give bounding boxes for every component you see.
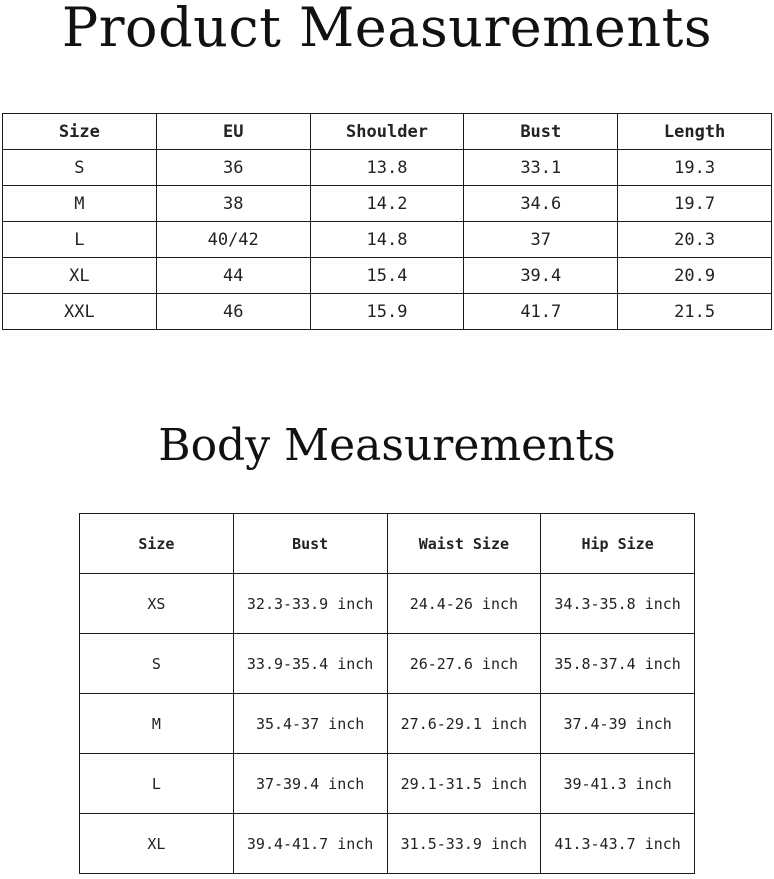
cell-waist-size: 31.5-33.9 inch	[387, 814, 541, 874]
table-header-row	[80, 514, 695, 574]
cell-size: M	[3, 186, 157, 222]
cell-hip-size: 39-41.3 inch	[541, 754, 695, 814]
cell-shoulder: 13.8	[310, 150, 464, 186]
cell-length: 20.9	[618, 258, 772, 294]
cell-hip-size: 34.3-35.8 inch	[541, 574, 695, 634]
cell-shoulder: 15.9	[310, 294, 464, 330]
table-row	[80, 814, 695, 874]
header-bust: Bust	[233, 514, 387, 574]
table-row	[80, 574, 695, 634]
cell-length: 19.7	[618, 186, 772, 222]
cell-length: 20.3	[618, 222, 772, 258]
cell-shoulder: 14.8	[310, 222, 464, 258]
header-size: Size	[80, 514, 234, 574]
table-row	[80, 694, 695, 754]
cell-length: 21.5	[618, 294, 772, 330]
cell-bust: 34.6	[464, 186, 618, 222]
header-eu: EU	[156, 114, 310, 150]
cell-waist-size: 24.4-26 inch	[387, 574, 541, 634]
cell-bust: 33.1	[464, 150, 618, 186]
product-measurements-title: Product Measurements	[61, 0, 713, 59]
cell-shoulder: 14.2	[310, 186, 464, 222]
cell-size: XL	[3, 258, 157, 294]
cell-eu: 46	[156, 294, 310, 330]
table-row	[3, 186, 772, 222]
cell-eu: 38	[156, 186, 310, 222]
body-measurements-table	[79, 513, 695, 874]
cell-length: 19.3	[618, 150, 772, 186]
header-length: Length	[618, 114, 772, 150]
cell-bust: 32.3-33.9 inch	[233, 574, 387, 634]
table-row	[80, 634, 695, 694]
cell-bust: 37	[464, 222, 618, 258]
cell-size: L	[80, 754, 234, 814]
cell-size: S	[3, 150, 157, 186]
header-size: Size	[3, 114, 157, 150]
body-measurements-title: Body Measurements	[158, 420, 616, 471]
table-row	[3, 258, 772, 294]
cell-size: XL	[80, 814, 234, 874]
cell-eu: 44	[156, 258, 310, 294]
header-hip-size: Hip Size	[541, 514, 695, 574]
table-row	[3, 294, 772, 330]
cell-waist-size: 27.6-29.1 inch	[387, 694, 541, 754]
table-row	[3, 222, 772, 258]
cell-hip-size: 37.4-39 inch	[541, 694, 695, 754]
cell-hip-size: 41.3-43.7 inch	[541, 814, 695, 874]
cell-shoulder: 15.4	[310, 258, 464, 294]
table-row	[3, 150, 772, 186]
cell-size: M	[80, 694, 234, 754]
cell-size: XS	[80, 574, 234, 634]
cell-size: L	[3, 222, 157, 258]
cell-waist-size: 29.1-31.5 inch	[387, 754, 541, 814]
cell-bust: 33.9-35.4 inch	[233, 634, 387, 694]
cell-eu: 36	[156, 150, 310, 186]
header-bust: Bust	[464, 114, 618, 150]
table-header-row	[3, 114, 772, 150]
cell-bust: 41.7	[464, 294, 618, 330]
cell-bust: 35.4-37 inch	[233, 694, 387, 754]
cell-bust: 39.4	[464, 258, 618, 294]
cell-waist-size: 26-27.6 inch	[387, 634, 541, 694]
table-row	[80, 754, 695, 814]
header-waist-size: Waist Size	[387, 514, 541, 574]
cell-eu: 40/42	[156, 222, 310, 258]
cell-hip-size: 35.8-37.4 inch	[541, 634, 695, 694]
header-shoulder: Shoulder	[310, 114, 464, 150]
cell-bust: 39.4-41.7 inch	[233, 814, 387, 874]
product-measurements-table	[2, 113, 772, 330]
cell-bust: 37-39.4 inch	[233, 754, 387, 814]
cell-size: S	[80, 634, 234, 694]
cell-size: XXL	[3, 294, 157, 330]
